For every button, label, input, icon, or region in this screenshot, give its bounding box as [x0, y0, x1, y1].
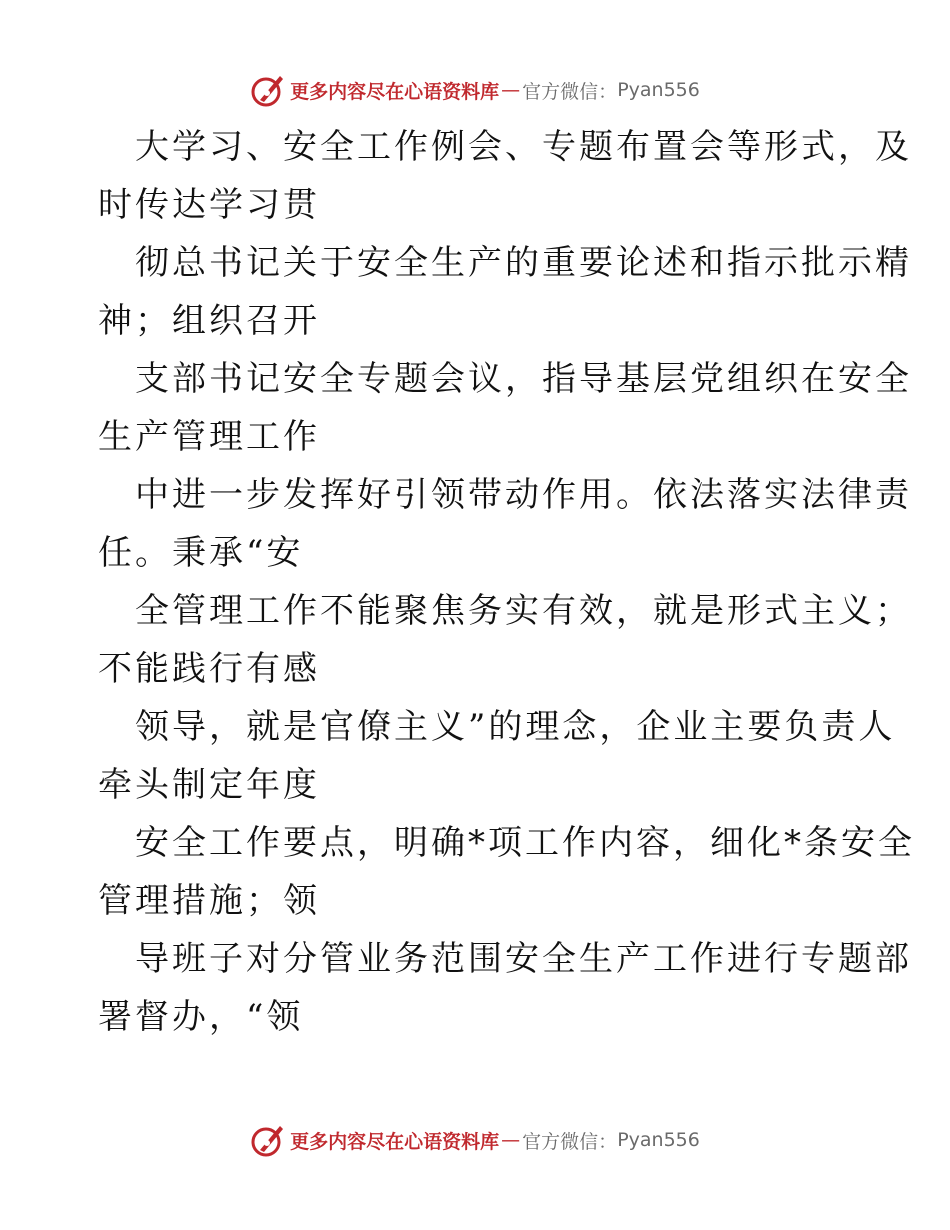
paragraph-3-line-1: 支部书记安全专题会议，指导基层党组织在安全 [135, 359, 912, 399]
header-dash: — [501, 79, 521, 101]
paragraph-7-line-1: 安全工作要点，明确*项工作内容，细化*条安全 [135, 823, 915, 863]
paragraph-2 [98, 234, 912, 350]
paragraph-5-line-1: 全管理工作不能聚焦务实有效，就是形式主义； [135, 591, 912, 631]
paragraph-1-line-2: 时传达学习贯 [98, 185, 320, 225]
paragraph-2-line-2: 神；组织召开 [98, 301, 320, 341]
paragraph-1 [98, 118, 912, 234]
footer-wechat-label: 官方微信： [522, 1130, 618, 1153]
paragraph-4-line-1: 中进一步发挥好引领带动作用。依法落实法律责 [135, 475, 912, 515]
paragraph-6-line-2: 牵头制定年度 [98, 765, 320, 805]
document-body [98, 118, 915, 1046]
header-brand-text: 更多内容尽在心语资料库 [290, 80, 500, 103]
paragraph-7-line-2: 管理措施；领 [98, 881, 320, 921]
paragraph-7 [98, 814, 915, 930]
paragraph-5 [98, 582, 912, 698]
paragraph-4 [98, 466, 912, 582]
paragraph-8-line-2: 署督办，“领 [98, 997, 304, 1037]
footer-brand-text: 更多内容尽在心语资料库 [290, 1130, 500, 1153]
paragraph-6-line-1: 领导，就是官僚主义”的理念，企业主要负责人 [135, 707, 896, 747]
paragraph-8 [98, 930, 912, 1046]
quill-logo-icon [250, 1122, 286, 1158]
footer-dash: — [501, 1129, 521, 1151]
paragraph-1-line-1: 大学习、安全工作例会、专题布置会等形式，及 [135, 127, 912, 167]
paragraph-6 [98, 698, 896, 814]
header-watermark [0, 70, 950, 110]
footer-watermark [0, 1120, 950, 1160]
paragraph-3 [98, 350, 912, 466]
footer-wechat-account: Pyan556 [617, 1129, 700, 1151]
paragraph-5-line-2: 不能践行有感 [98, 649, 320, 689]
header-wechat-account: Pyan556 [617, 79, 700, 101]
paragraph-8-line-1: 导班子对分管业务范围安全生产工作进行专题部 [135, 939, 912, 979]
paragraph-3-line-2: 生产管理工作 [98, 417, 320, 457]
header-wechat-label: 官方微信： [522, 80, 618, 103]
paragraph-2-line-1: 彻总书记关于安全生产的重要论述和指示批示精 [135, 243, 912, 283]
quill-logo-icon [250, 72, 286, 108]
paragraph-4-line-2: 任。秉承“安 [98, 533, 304, 573]
